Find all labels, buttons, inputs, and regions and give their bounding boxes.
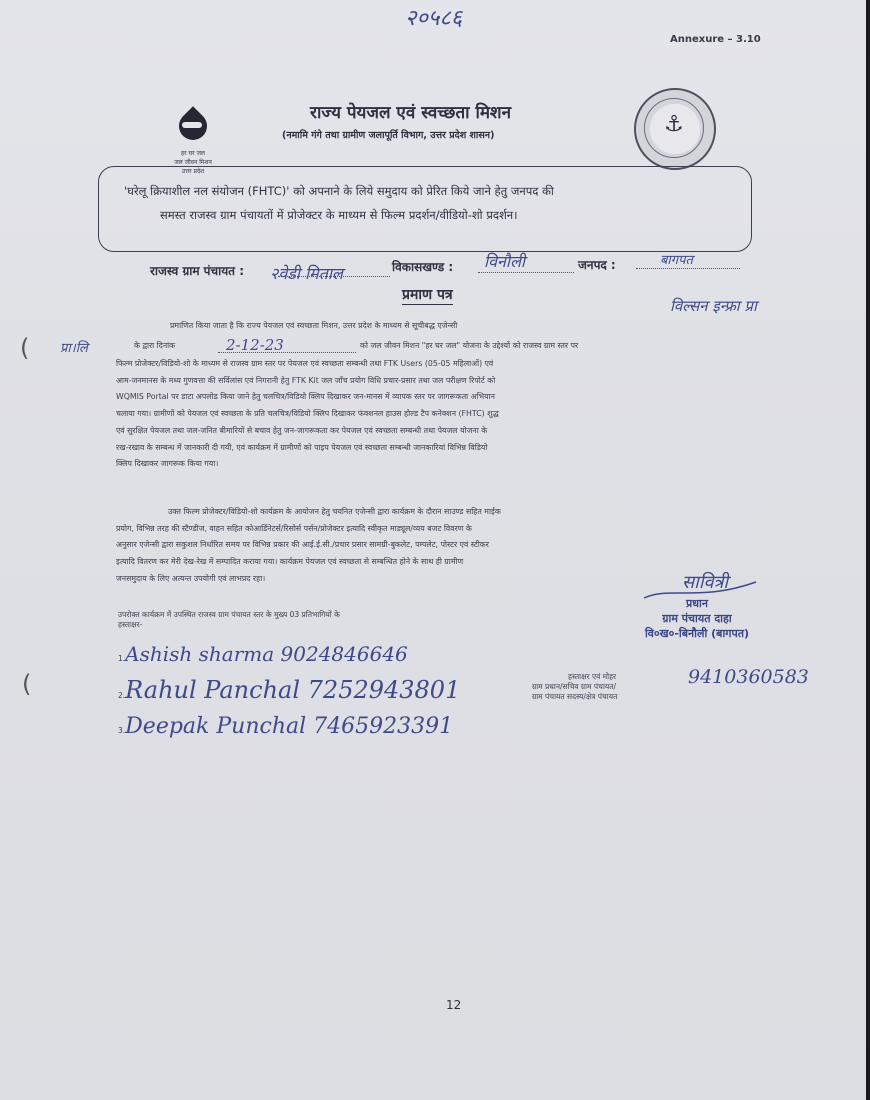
block-line — [478, 272, 574, 273]
up-government-seal-icon: ⚓ — [634, 88, 716, 170]
date-line — [218, 352, 356, 353]
witness-name-phone: Deepak Punchal 7465923391 — [125, 714, 454, 739]
p1-body — [116, 356, 776, 473]
witness-note-line-2: हस्ताक्षर- — [118, 620, 143, 629]
p1-line-2-text: के द्वारा दिनांक — [134, 341, 176, 350]
stamp-line-3: वि०ख०-बिनौली (बागपत) — [644, 627, 750, 640]
witness-name-phone: Rahul Panchal 7252943801 — [125, 676, 461, 704]
witness-index: 1. — [118, 654, 126, 663]
pradhan-signature: सावित्री — [682, 572, 729, 593]
top-handwritten-note: २०५८६ — [405, 6, 463, 31]
witness-note — [118, 610, 518, 630]
p1-line-3: फिल्म प्रोजेक्टर/विडियो-शो के माध्यम से राजस्व ग्राम स्तर पर पेयजल एवं स्वच्छता सम्बन्धी तथा FTK Users (05-05 महिलाओं) एवं — [116, 359, 494, 368]
witness-note-line-1: उपरोक्त कार्यक्रम में उपस्थित राजस्व ग्राम पंचायत स्तर के मुख्य 03 प्रतिभागियों के — [118, 610, 340, 619]
signature-label-1: हस्ताक्षर एवं मोहर — [568, 672, 617, 681]
p2-line-4: इत्यादि वितरण कर मेरी देख-रेख में सम्पादित कराया गया। कार्यक्रम पेयजल एवं स्वच्छता से सम्बन्धित होने के साथ ही ग्रामीण — [116, 557, 464, 567]
stamp-line-2: ग्राम पंचायत दाहा — [662, 612, 732, 625]
witness-name-phone: Ashish sharma 9024846646 — [125, 642, 408, 666]
document-subtitle: (नमामि गंगे तथा ग्रामीण जलापूर्ति विभाग, उत्तर प्रदेश शासन) — [282, 130, 495, 141]
agency-suffix-handwritten: प्रा।लि — [60, 341, 88, 356]
p2-line-2: प्रयोग, विभिन्न तरह की स्टैण्डीज, वाहन सहित कोआर्डिनेटर्स/रिसोर्स पर्सन/प्रोजेक्टर इत्यादि स्वीकृत माड्यूल/व्यय बजट विवरण के — [116, 523, 472, 533]
har-ghar-jal-logo — [158, 108, 228, 175]
program-date: 2-12-23 — [226, 336, 284, 354]
gram-panchayat-value: २वेडी मिताल — [270, 264, 343, 283]
signature-label-2: ग्राम प्रधान/सचिव ग्राम पंचायत/ — [532, 682, 617, 691]
gram-panchayat-label: राजस्व ग्राम पंचायत : — [150, 264, 244, 278]
p2-line-1: उक्त फिल्म प्रोजेक्टर/विडियो-शो कार्यक्रम के आयोजन हेतु चयनित एजेन्सी द्वारा कार्यक्रम के दौरान साउण्ड सहित माईक — [168, 507, 501, 516]
logo-text-1: हर घर जल — [181, 150, 205, 157]
district-label: जनपद : — [578, 258, 616, 272]
annexure-label: Annexure – 3.10 — [670, 34, 761, 45]
block-value: विनौली — [484, 252, 526, 271]
p1-line-8: रख-रखाव के सम्बन्ध में जानकारी दी गयी, एवं कार्यक्रम में ग्रामीणों को पाइप पेयजल एवं स्वच्छता सम्बन्धी जानकारियां विभिन्न विडियो — [116, 442, 488, 452]
p1-line-1: प्रमाणित किया जाता है कि राज्य पेयजल एवं स्वच्छता मिशन, उत्तर प्रदेश के माध्यम से सूचीबद्ध एजेन्सी — [170, 321, 458, 330]
p1-line-4: आम-जनमानस के मध्य गुणवत्ता की सर्विलांस एवं निगरानी हेतु FTK Kit जल जाँच प्रयोग विधि प्रचार-प्रसार तथा जल परीक्षण रिपोर्ट को — [116, 375, 496, 385]
agency-name-handwritten: विल्सन इन्फ्रा प्रा — [670, 297, 757, 315]
stamp-line-1: प्रधान — [686, 597, 708, 610]
district-line — [636, 268, 740, 269]
p2-line-5: जनसमुदाय के लिए अत्यन्त उपयोगी एवं लाभप्रद रहा। — [116, 573, 266, 583]
logo-text-3: उत्तर प्रदेश — [181, 168, 205, 175]
signature-label — [532, 672, 702, 702]
p1-line-9: क्लिप दिखाकर जागरूक किया गया। — [116, 459, 219, 469]
p2-line-3: अनुसार एजेन्सी द्वारा सकुशल निर्धारित समय पर विभिन्न प्रकार की आई.ई.सी./प्रचार प्रसार सामग्री-बुकलेट, पम्पलेट, पोस्टर एवं स्टीकर — [116, 540, 489, 550]
page-edge — [866, 0, 870, 1100]
subject-line-1: 'घरेलू क्रियाशील नल संयोजन (FHTC)' को अपनाने के लिये समुदाय को प्रेरित किये जाने हेतु जनपद की — [124, 184, 554, 198]
p1-line-7: एवं सुरक्षित पेयजल तथा जल-जनित बीमारियों से बचाव हेतु जन-जागरूकता कर पेयजल एवं स्वच्छता सम्बन्धी तथा पेयजल योजना के — [116, 425, 488, 435]
witness-row — [118, 676, 460, 714]
document-title: राज्य पेयजल एवं स्वच्छता मिशन — [310, 103, 512, 123]
p1-line-5: WQMIS Portal पर डाटा अपलोड किया जाने हेतु चलचित्र/विडियो क्लिप दिखाकर जन-मानस में व्यापक स्तर पर जागरूकता अभियान — [116, 392, 495, 402]
logo-text-2: जल जीवन मिशन — [174, 159, 212, 166]
punch-hole-mark: ( — [20, 334, 30, 362]
pradhan-phone: 9410360583 — [688, 666, 809, 688]
punch-hole-mark-2: ( — [22, 670, 32, 698]
water-drop-icon — [176, 108, 210, 148]
pradhan-stamp — [612, 596, 782, 641]
certificate-title: प्रमाण पत्र — [402, 287, 453, 303]
witness-row — [118, 642, 460, 676]
block-label: विकासखण्ड : — [392, 260, 454, 274]
signature-label-3: ग्राम पंचायत सदस्य/क्षेत्र पंचायत — [532, 692, 618, 701]
p1-line-2-suffix: को जल जीवन मिशन "हर घर जल" योजना के उद्देश्यों को राजस्व ग्राम स्तर पर — [360, 341, 579, 350]
p1-line-6: चलाया गया। ग्रामीणों को पेयजल एवं स्वच्छता के प्रति चलचित्र/विडियो क्लिप दिखाकर फंक्शनल हाउस होल्ड टैप कनेक्शन (FHTC) शुद्ध — [116, 409, 499, 419]
witness-index: 2. — [118, 691, 126, 700]
witness-list — [118, 642, 460, 750]
district-value: बागपत — [660, 253, 693, 268]
page-number: 12 — [446, 998, 462, 1012]
witness-index: 3. — [118, 726, 126, 735]
subject-line-2: समस्त राजस्व ग्राम पंचायतों में प्रोजेक्टर के माध्यम से फिल्म प्रदर्शन/वीडियो-शो प्रदर्शन। — [160, 208, 518, 222]
witness-row — [118, 714, 460, 750]
